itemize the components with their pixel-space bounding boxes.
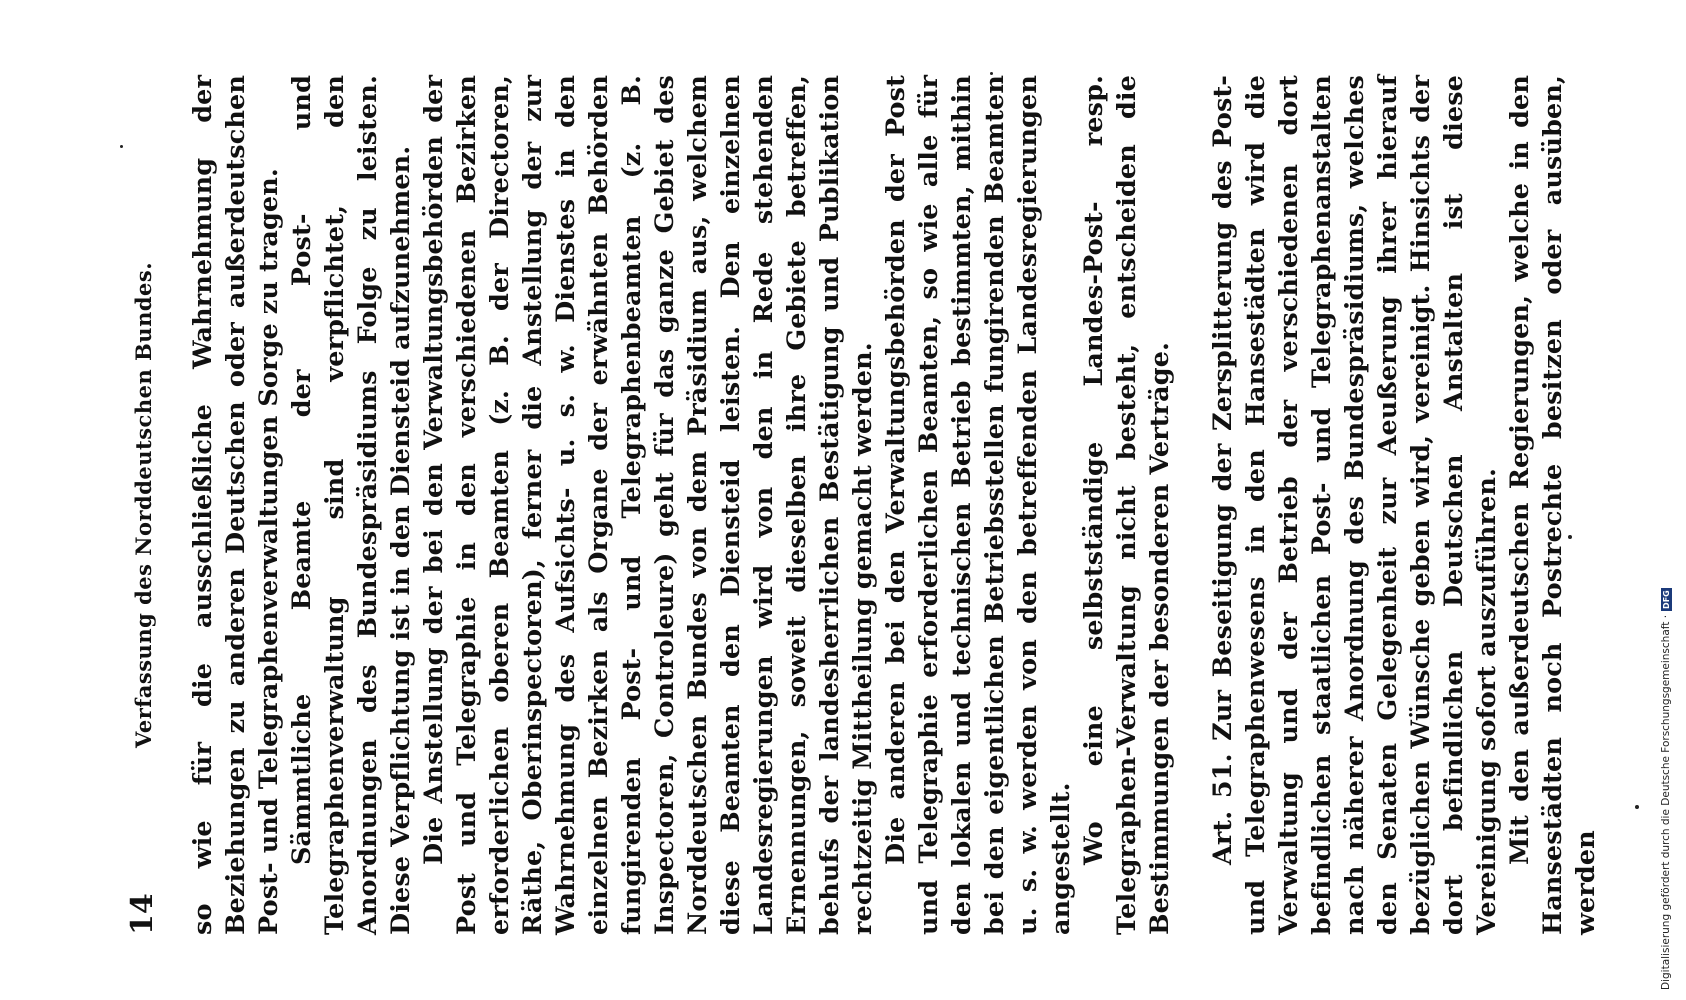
scan-speck	[1635, 805, 1639, 809]
paragraph: Die Anstellung der bei den Verwaltungsbehörden der Post und Telegraphie in den verschiedenen Bezirken erforderlichen oberen Beamten (z. B. der Directoren, Räthe, Oberinspectoren), ferner die Anstellung der zur Wahrnehmung des Aufsichts- u. s. w. Dienstes in den einzelnen Bezirken als Organe der erwähnten Behörden fungirenden Post- und Telegraphenbeamten (z. B. Inspectoren, Controleure) geht für das ganze Gebiet des Norddeutschen Bundes von dem Präsidium aus, welchem diese Beamten den Diensteid leisten. Den einzelnen Landesregierungen wird von den in Rede stehenden Ernennungen, soweit dieselben ihre Gebiete betreffen, behufs der landesherrlichen Bestätigung und Publikation rechtzeitig Mittheilung gemacht werden.	[419, 75, 878, 935]
running-head: Verfassung des Norddeutschen Bundes.	[131, 261, 156, 749]
paragraph: Die anderen bei den Verwaltungsbehörden der Post und Telegraphie erforderlichen Beamten, so wie alle für den lokalen und technischen Betrieb bestimmten, mithin bei den eigentlichen Betriebsstellen fungirenden Beamten u. s. w. werden von den betreffenden Landesregierungen angestellt.	[881, 75, 1076, 935]
paragraph: so wie für die ausschließliche Wahrnehmung der Beziehungen zu anderen Deutschen oder außerdeutschen Post- und Telegraphenverwaltungen Sorge zu tragen.	[188, 75, 284, 935]
scan-speck	[990, 72, 993, 75]
digitization-credit	[1660, 588, 1672, 990]
paragraph: Wo eine selbstständige Landes-Post- resp. Telegraphen-Verwaltung nicht besteht, entscheiden die Bestimmungen der besonderen Verträge.	[1079, 75, 1175, 935]
article-paragraph: Art. 51. Zur Beseitigung der Zersplitterung des Post- und Telegraphenwesens in den Hansestädten wird die Verwaltung und der Betrieb der verschiedenen dort befindlichen staatlichen Post- und Telegraphenanstalten nach näherer Anordnung des Bundespräsidiums, welches den Senaten Gelegenheit zur Aeußerung ihrer hierauf bezüglichen Wünsche geben wird, vereinigt. Hinsichts der dort befindlichen Deutschen Anstalten ist diese Vereinigung sofort auszuführen.	[1208, 75, 1502, 935]
paragraph: Sämmtliche Beamte der Post- und Telegraphenverwaltung sind verpflichtet, den Anordnungen des Bundespräsidiums Folge zu leisten. Diese Verpflichtung ist in den Diensteid aufzunehmen.	[287, 75, 416, 935]
scan-speck	[1568, 535, 1572, 539]
page-body	[187, 75, 1603, 935]
page-number: 14	[125, 893, 160, 935]
dfg-logo: DFG	[1661, 590, 1671, 609]
credit-text: Digitalisierung gefördert durch die Deutsche Forschungsgemeinschaft ·	[1660, 614, 1672, 990]
page-header	[125, 75, 169, 935]
paragraph: Mit den außerdeutschen Regierungen, welche in den Hansestädten noch Postrechte besitzen oder ausüben, werden	[1505, 75, 1601, 935]
book-page	[125, 75, 1601, 935]
scan-speck	[120, 145, 123, 148]
